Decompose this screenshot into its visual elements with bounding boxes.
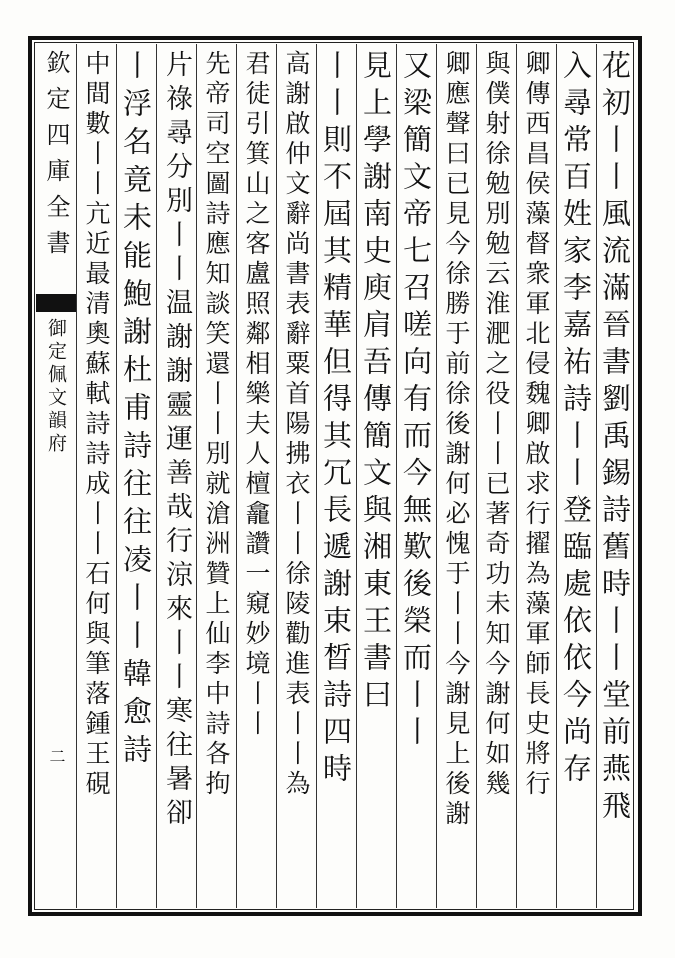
text-column: 入尋常百姓家李嘉祐詩丨丨登臨處依依今尚存: [559, 50, 593, 790]
text-column: 丨丨則不屆其精華但得其冗長遞謝束晳詩四時: [319, 50, 353, 790]
text-column: 又梁簡文帝七召嗟向有而今無歎後榮而丨丨: [399, 50, 433, 753]
book-subtitle: 御定佩文韻府: [45, 318, 67, 456]
text-column: 先帝司空圖詩應知談笑還丨丨別就滄洲贊上仙李中詩各拘: [202, 50, 231, 800]
book-title: 欽定四庫全書: [42, 50, 70, 266]
text-column: 丨浮名竟未能鮑謝杜甫詩往往凌丨丨韓愈詩: [119, 50, 153, 772]
text-column: 君徒引箕山之客盧照鄰相樂夫人檀龕讚一窺妙境丨丨: [242, 50, 271, 740]
text-column: 高謝啟仲文辭尚書表辭粟首陽拂衣丨丨徐陵勸進表丨丨為: [282, 50, 311, 800]
text-column: 花初丨丨風流滿晉書劉禹錫詩舊時丨丨堂前燕飛: [598, 50, 632, 827]
fish-tail-mark: [36, 294, 76, 312]
text-column: 卿應聲曰已見今徐勝于前徐後謝何必愧于丨丨今謝見上後謝: [442, 50, 471, 830]
text-column: 見上學謝南史庾肩吾傳簡文與湘東王書曰: [359, 50, 393, 716]
page-number: 二: [47, 748, 66, 764]
text-column: 與僕射徐勉別勉云淮淝之役丨丨已著奇功未知今謝何如幾: [482, 50, 511, 800]
text-column: 中間數丨丨亢近最清奧蘇軾詩詩成丨丨石何與筆落鍾王硯: [82, 50, 111, 800]
text-column: 片祿尋分別丨丨温謝謝靈運善哉行涼來丨丨寒往暑卻: [161, 50, 192, 832]
text-column: 卿傳西昌侯藻督衆軍北侵魏卿啟求行擢為藻軍師長史將行: [522, 50, 551, 800]
